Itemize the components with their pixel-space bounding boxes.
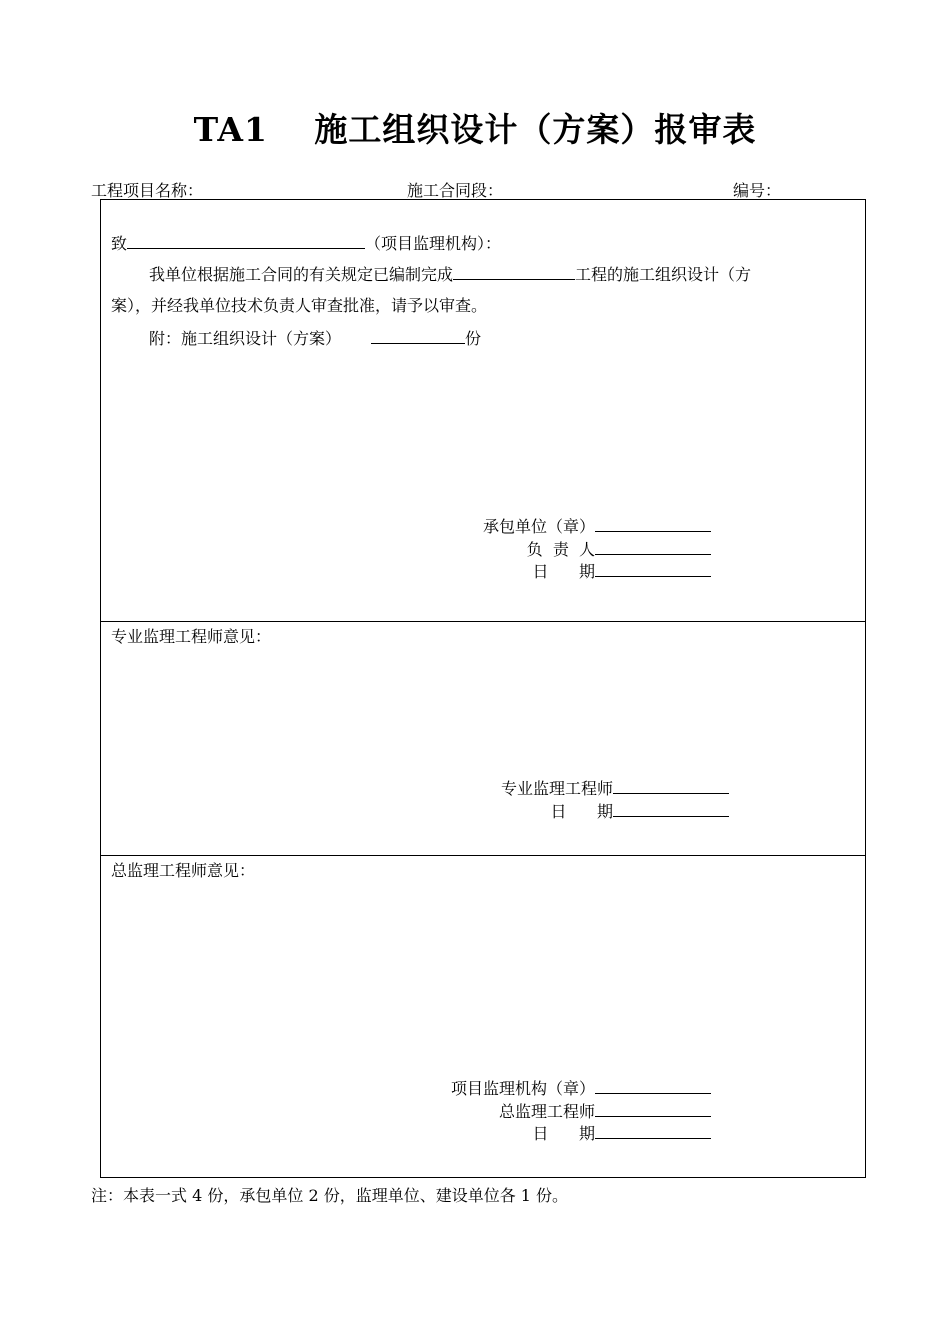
date-blank-3[interactable]: [595, 1123, 711, 1139]
date-label-3: 日 期: [532, 1124, 595, 1143]
body-line-1: [149, 264, 751, 285]
contractor-label: 承包单位（章）: [482, 517, 595, 536]
project-name-label: 工程项目名称：: [91, 181, 204, 200]
attach-label: 附：施工组织设计（方案）: [149, 329, 342, 348]
body-line-2: 案），并经我单位技术负责人审查批准，请予以审查。: [111, 296, 488, 315]
chief-label: 总监理工程师: [498, 1102, 595, 1121]
section-application: [100, 199, 866, 622]
body-part2: 工程的施工组织设计（方: [575, 265, 752, 284]
date-line-1: [532, 561, 711, 582]
date-line-2: [550, 801, 729, 822]
date-label-1: 日 期: [532, 562, 595, 581]
attachment-line: [149, 328, 481, 349]
to-suffix: （项目监理机构）：: [365, 234, 502, 253]
contractor-line: [483, 516, 711, 537]
person-line: [527, 539, 711, 560]
engineer-blank[interactable]: [613, 778, 729, 794]
body-part1: 我单位根据施工合同的有关规定已编制完成: [149, 265, 454, 284]
footnote: 注：本表一式 4 份，承包单位 2 份，监理单位、建设单位各 1 份。: [91, 1186, 569, 1205]
person-blank[interactable]: [595, 539, 711, 555]
addressee-line: [111, 233, 501, 254]
specialist-heading: 专业监理工程师意见：: [111, 627, 272, 646]
contract-section-label: 施工合同段：: [407, 181, 504, 200]
engineer-line: [501, 778, 729, 799]
person-label: 负 责 人: [526, 540, 595, 559]
number-label: 编号：: [733, 181, 782, 200]
org-line: [451, 1078, 711, 1099]
date-line-3: [532, 1123, 711, 1144]
date-label-2: 日 期: [550, 802, 613, 821]
addressee-blank[interactable]: [127, 233, 365, 249]
date-blank-1[interactable]: [595, 561, 711, 577]
project-blank[interactable]: [453, 264, 575, 280]
chief-blank[interactable]: [595, 1101, 711, 1117]
copies-blank[interactable]: [371, 328, 465, 344]
attach-suffix: 份: [465, 329, 482, 348]
section-chief-opinion: [100, 855, 866, 1178]
org-label: 项目监理机构（章）: [450, 1079, 595, 1098]
engineer-label: 专业监理工程师: [500, 779, 613, 798]
form-title: TA1 施工组织设计（方案）报审表: [193, 110, 757, 149]
date-blank-2[interactable]: [613, 801, 729, 817]
to-prefix: 致: [111, 234, 128, 253]
section-specialist-opinion: [100, 621, 866, 856]
contractor-blank[interactable]: [595, 516, 711, 532]
chief-heading: 总监理工程师意见：: [111, 861, 256, 880]
chief-line: [499, 1101, 711, 1122]
org-blank[interactable]: [595, 1078, 711, 1094]
